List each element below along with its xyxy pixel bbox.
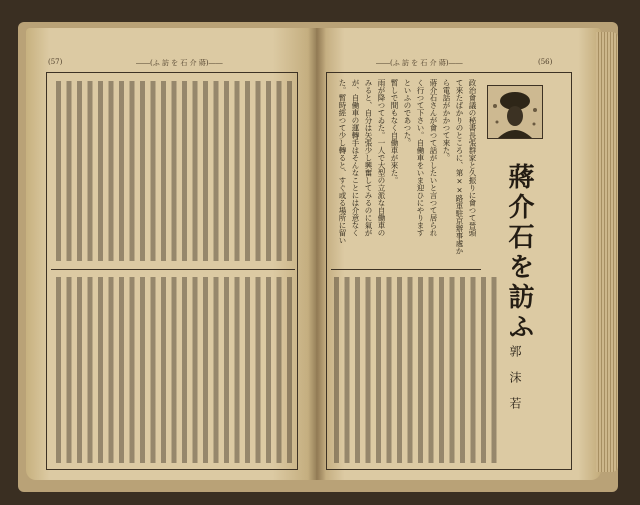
portrait-illustration	[487, 85, 543, 139]
body-text-upper	[53, 81, 293, 261]
running-header: ――(ふ 訪 を 石 介 蔣)――	[376, 59, 463, 67]
body-text-upper: 政治會議の秘書長張群家と久振りに會つて晉頭 て來たばかりのところに、第××路軍駐京辦事處か ら電話がかかつて來た。 蔣介石さんが會つて話がしたいと言つて居られ く行つて下さい。自働車をいま迎ひにやります といふのであつた。 暫しで間もなく自働車が來た。 雨が降つてゐた。一人で大型の立派な自働車の みると、自分は矢張少し興奮してみるのに氣が が、自働車の運轉手はそんなことには介意なく た。暫時經つて少し轉ると、すぐ或る場所に留い	[338, 79, 477, 255]
page-number: (56)	[538, 58, 553, 66]
book-gutter	[308, 28, 326, 480]
body-text-lower	[331, 277, 497, 463]
left-page	[26, 28, 316, 480]
text-frame	[326, 72, 572, 470]
text-frame	[46, 72, 298, 470]
running-header: ――(ふ 訪 を 石 介 蔣)――	[136, 59, 223, 67]
body-text-lower	[53, 277, 293, 463]
divider	[51, 269, 295, 270]
page-number: (57)	[48, 58, 63, 66]
right-page	[316, 28, 601, 480]
article-title: 蔣介石を訪ふ	[504, 163, 534, 343]
divider	[331, 269, 481, 270]
page-edges	[596, 32, 618, 472]
portrait-icon	[488, 86, 542, 138]
author-name: 郭沫若	[508, 345, 522, 423]
open-book	[18, 22, 618, 492]
